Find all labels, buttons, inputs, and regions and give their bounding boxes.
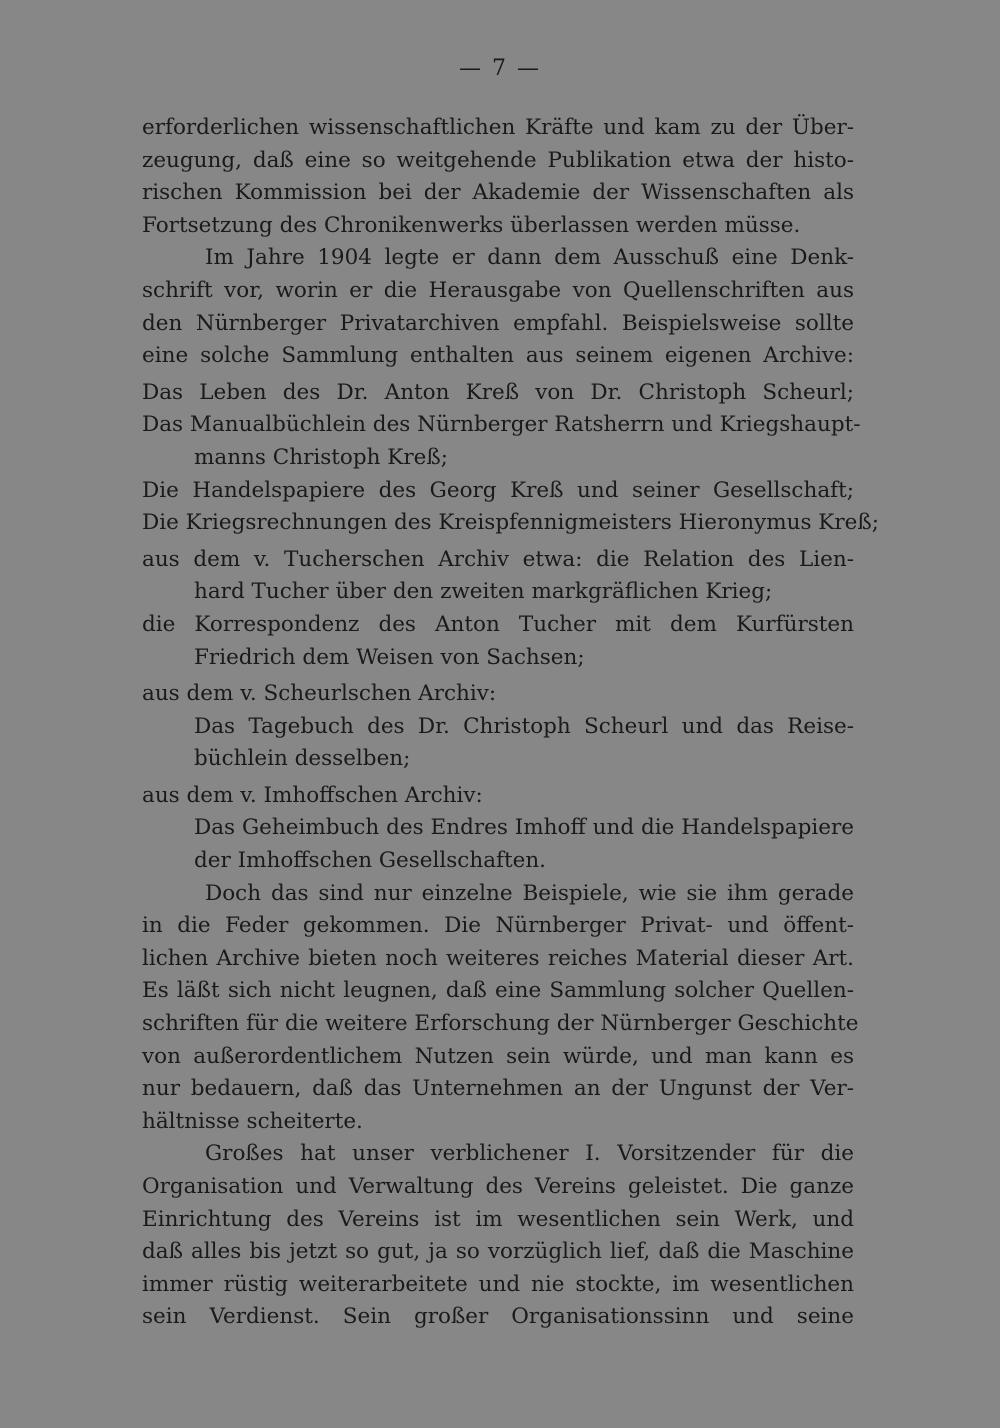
list-item: Die Kriegsrechnungen des Kreispfennigmeisters Hieronymus Kreß; [142, 510, 879, 536]
text-line: erforderlichen wissenschaftlichen Kräfte und kam zu der Über- [142, 115, 854, 140]
list-item-continuation: manns Christoph Kreß; [194, 444, 448, 470]
text-line: immer rüstig weiterarbeitete und nie stockte, im wesentlichen [142, 1271, 854, 1297]
text-line: lichen Archive bieten noch weiteres reiches Material dieser Art. [142, 945, 854, 971]
list-heading: aus dem v. Imhoffschen Archiv: [142, 782, 483, 808]
text-line: schriften für die weitere Erforschung der Nürnberger Geschichte [142, 1011, 859, 1037]
text-line: schrift vor, worin er die Herausgabe von Quellenschriften aus [142, 277, 854, 303]
text-line: daß alles bis jetzt so gut, ja so vorzüglich lief, daß die Maschine [142, 1239, 854, 1265]
text-line: zeugung, daß eine so weitgehende Publikation etwa der histo- [142, 147, 854, 173]
list-heading: aus dem v. Scheurlschen Archiv: [142, 681, 497, 707]
list-item: aus dem v. Tucherschen Archiv etwa: die Relation des Lien- [142, 546, 854, 572]
text-line: Im Jahre 1904 legte er dann dem Ausschuß eine Denk- [205, 245, 854, 271]
text-line: nur bedauern, daß das Unternehmen an der Ungunst der Ver- [142, 1076, 854, 1102]
text-line: in die Feder gekommen. Die Nürnberger Privat- und öffent- [142, 913, 854, 939]
list-item: Die Handelspapiere des Georg Kreß und seiner Gesellschaft; [142, 477, 854, 503]
list-item-continuation: hard Tucher über den zweiten markgräflichen Krieg; [194, 579, 773, 605]
text-line: Fortsetzung des Chronikenwerks überlassen werden müsse. [142, 212, 801, 238]
list-item: Das Geheimbuch des Endres Imhoff und die Handelspapiere [194, 815, 854, 841]
text-line: Einrichtung des Vereins ist im wesentlichen sein Werk, und [142, 1206, 854, 1232]
body-text [142, 112, 879, 1334]
list-item: Das Tagebuch des Dr. Christoph Scheurl und das Reise- [194, 713, 854, 739]
list-item: Das Manualbüchlein des Nürnberger Ratsherrn und Kriegshaupt- [142, 412, 861, 438]
list-item: Das Leben des Dr. Anton Kreß von Dr. Christoph Scheurl; [142, 379, 854, 405]
text-line: den Nürnberger Privatarchiven empfahl. Beispielsweise sollte [142, 310, 854, 336]
text-line: hältnisse scheiterte. [142, 1108, 363, 1134]
list-item-continuation: der Imhoffschen Gesellschaften. [194, 848, 547, 874]
text-line: von außerordentlichem Nutzen sein würde, und man kann es [142, 1043, 854, 1069]
text-line: Großes hat unser verblichener I. Vorsitzender für die [205, 1141, 854, 1167]
text-line: Organisation und Verwaltung des Vereins geleistet. Die ganze [142, 1174, 854, 1199]
list-item-continuation: büchlein desselben; [194, 746, 411, 772]
text-line: sein Verdienst. Sein großer Organisationssinn und seine [142, 1304, 854, 1330]
text-line: Doch das sind nur einzelne Beispiele, wie sie ihm gerade [205, 880, 854, 906]
text-line: rischen Kommission bei der Akademie der Wissenschaften als [142, 180, 854, 206]
text-line: eine solche Sammlung enthalten aus seinem eigenen Archive: [142, 343, 854, 369]
page-number: — 7 — [459, 56, 541, 81]
list-item-continuation: Friedrich dem Weisen von Sachsen; [194, 644, 585, 670]
list-item: die Korrespondenz des Anton Tucher mit dem Kurfürsten [142, 611, 854, 637]
text-line: Es läßt sich nicht leugnen, daß eine Sammlung solcher Quellen- [142, 978, 854, 1004]
